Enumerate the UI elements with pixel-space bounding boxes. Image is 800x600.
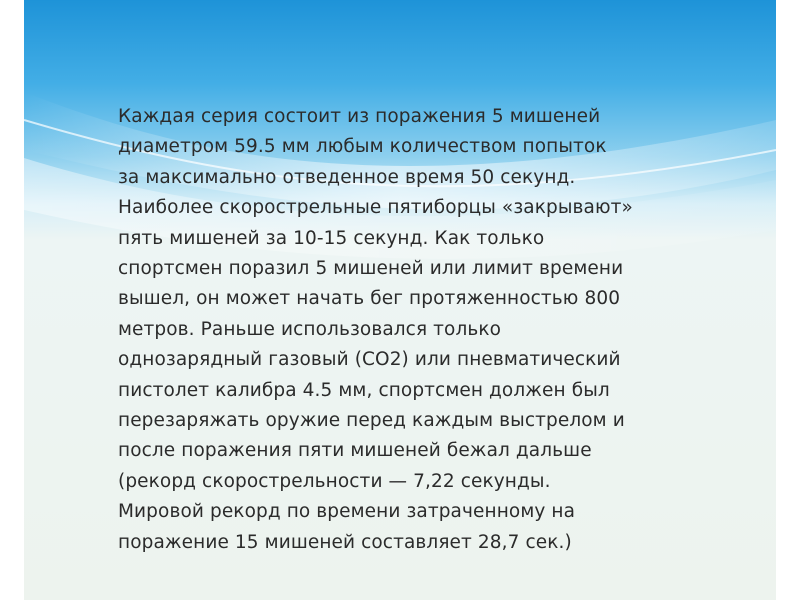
- text-line: вышел, он может начать бег протяженностью 800: [118, 288, 621, 310]
- text-line: однозарядный газовый (CO2) или пневматический: [118, 349, 621, 371]
- text-line: спортсмен поразил 5 мишеней или лимит времени: [118, 258, 624, 280]
- text-line: метров. Раньше использовался только: [118, 318, 502, 340]
- text-line: пистолет калибра 4.5 мм, спортсмен должен был: [118, 379, 610, 401]
- slide-body-text: [118, 102, 718, 558]
- text-line: после поражения пяти мишеней бежал дальше: [118, 440, 592, 462]
- text-line: поражение 15 мишеней составляет 28,7 сек.): [118, 531, 572, 553]
- text-line: Наиболее скорострельные пятиборцы «закрывают»: [118, 197, 633, 219]
- text-line: (рекорд скорострельности — 7,22 секунды.: [118, 470, 551, 492]
- text-line: за максимально отведенное время 50 секунд.: [118, 166, 576, 188]
- text-line: диаметром 59.5 мм любым количеством попыток: [118, 136, 607, 158]
- text-line: пять мишеней за 10-15 секунд. Как только: [118, 227, 545, 249]
- bullet-marker: [104, 113, 111, 120]
- text-line: Каждая серия состоит из поражения 5 мишеней: [118, 106, 601, 127]
- text-line: перезаряжать оружие перед каждым выстрелом и: [118, 410, 625, 432]
- text-line: Мировой рекорд по времени затраченному на: [118, 501, 576, 523]
